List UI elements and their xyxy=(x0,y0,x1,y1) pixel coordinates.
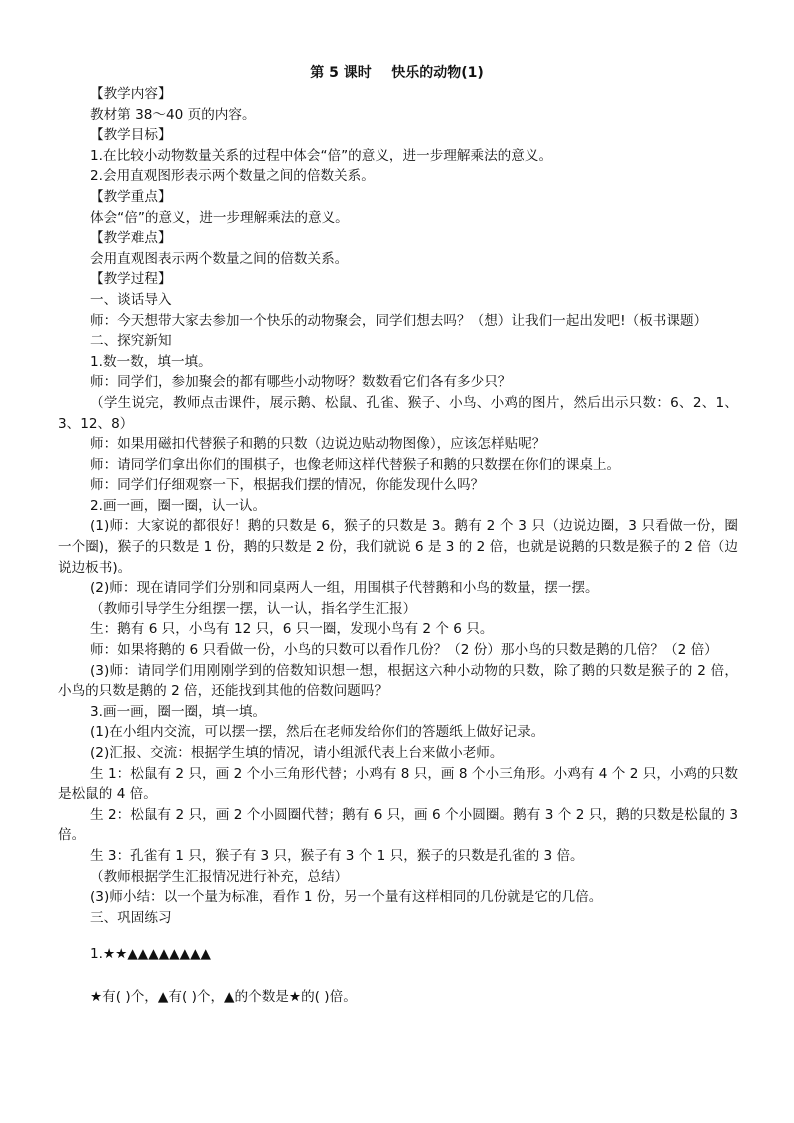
paragraph: 师：今天想带大家去参加一个快乐的动物聚会，同学们想去吗？（想）让我们一起出发吧!（板书课题） xyxy=(90,312,708,329)
paragraph: 1.在比较小动物数量关系的过程中体会“倍”的意义，进一步理解乘法的意义。 xyxy=(90,147,553,164)
paragraph: （教师根据学生汇报情况进行补充，总结） xyxy=(90,868,349,885)
section-heading-key-points: 【教学重点】 xyxy=(90,188,172,205)
exercise-fill-in: ★有( )个，▲有( )个，▲的个数是★的( )倍。 xyxy=(90,988,357,1005)
paragraph: 生 1：松鼠有 2 只，画 2 个小三角形代替；小鸡有 8 只，画 8 个小三角形。小鸡有 4 个 2 只，小鸡的只数是松鼠的 4 倍。 xyxy=(58,765,738,803)
paragraph: (1)在小组内交流，可以摆一摆，然后在老师发给你们的答题纸上做好记录。 xyxy=(90,724,545,741)
section-heading-goals: 【教学目标】 xyxy=(90,127,172,144)
section-heading-process: 【教学过程】 xyxy=(90,271,172,288)
paragraph: 师：请同学们拿出你们的围棋子，也像老师这样代替猴子和鹅的只数摆在你们的课桌上。 xyxy=(90,456,621,473)
paragraph: 会用直观图表示两个数量之间的倍数关系。 xyxy=(90,250,349,267)
paragraph: 师：同学们仔细观察一下，根据我们摆的情况，你能发现什么吗？ xyxy=(90,477,485,494)
paragraph: 2.会用直观图形表示两个数量之间的倍数关系。 xyxy=(90,168,375,185)
lesson-title: 第 5 课时 快乐的动物(1) xyxy=(310,65,484,81)
paragraph: 3.画一画，圈一圈，填一填。 xyxy=(90,703,267,720)
paragraph: 生：鹅有 6 只，小鸟有 12 只，6 只一圈，发现小鸟有 2 个 6 只。 xyxy=(90,621,494,638)
paragraph: (1)师：大家说的都很好！鹅的只数是 6，猴子的只数是 3。鹅有 2 个 3 只（边说边圈，3 只看做一份，圈一个圈)，猴子的只数是 1 份，鹅的只数是 2 份，我们就说 6 是 3 的 2 倍，也就是说鹅的只数是猴子的 2 倍（边说边板书)。 xyxy=(58,518,738,576)
section-heading-difficulties: 【教学难点】 xyxy=(90,230,172,247)
paragraph: 师：如果用磁扣代替猴子和鹅的只数（边说边贴动物图像），应该怎样贴呢？ xyxy=(90,436,546,453)
paragraph: 生 2：松鼠有 2 只，画 2 个小圆圈代替；鹅有 6 只，画 6 个小圆圈。鹅有 3 个 2 只，鹅的只数是松鼠的 3 倍。 xyxy=(58,806,738,844)
subheading-explore: 二、探究新知 xyxy=(90,333,172,350)
paragraph: (2)汇报、交流：根据学生填的情况，请小组派代表上台来做小老师。 xyxy=(90,745,504,761)
section-heading-content: 【教学内容】 xyxy=(90,86,172,102)
subheading-practice: 三、巩固练习 xyxy=(90,909,172,926)
exercise-shapes: 1.★★▲▲▲▲▲▲▲▲ xyxy=(90,946,211,963)
paragraph: 生 3：孔雀有 1 只，猴子有 3 只，猴子有 3 个 1 只，猴子的只数是孔雀的 3 倍。 xyxy=(90,847,584,864)
paragraph: (3)师：请同学们用刚刚学到的倍数知识想一想，根据这六种小动物的只数，除了鹅的只数是猴子的 2 倍，小鸟的只数是鹅的 2 倍，还能找到其他的倍数问题吗？ xyxy=(58,662,738,700)
paragraph: 1.数一数，填一填。 xyxy=(90,353,212,370)
paragraph: 师：同学们，参加聚会的都有哪些小动物呀？数数看它们各有多少只？ xyxy=(90,374,512,391)
paragraph: 师：如果将鹅的 6 只看做一份，小鸟的只数可以看作几份？（2 份）那小鸟的只数是鹅的几倍？（2 倍） xyxy=(90,642,718,659)
paragraph: 体会“倍”的意义，进一步理解乘法的意义。 xyxy=(90,209,349,226)
paragraph: (3)师小结：以一个量为标准，看作 1 份，另一个量有这样相同的几份就是它的几倍。 xyxy=(90,889,603,906)
paragraph: 教材第 38～40 页的内容。 xyxy=(90,106,256,123)
paragraph: （教师引导学生分组摆一摆，认一认，指名学生汇报） xyxy=(90,600,417,617)
paragraph: (2)师：现在请同学们分别和同桌两人一组，用围棋子代替鹅和小鸟的数量，摆一摆。 xyxy=(90,580,599,597)
paragraph: 2.画一画，圈一圈，认一认。 xyxy=(90,497,267,514)
paragraph: （学生说完，教师点击课件，展示鹅、松鼠、孔雀、猴子、小鸟、小鸡的图片，然后出示只数：6、2、1、3、12、8） xyxy=(58,394,738,432)
lesson-body xyxy=(58,84,738,1008)
subheading-intro: 一、谈话导入 xyxy=(90,291,172,308)
